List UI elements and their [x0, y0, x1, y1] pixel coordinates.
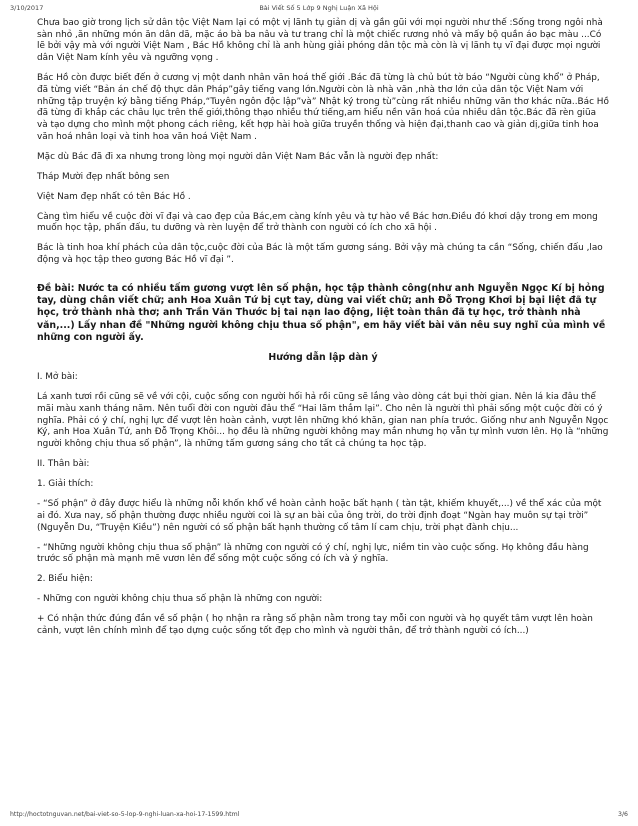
- paragraph: Càng tìm hiểu về cuộc đời vĩ đại và cao đẹp của Bác,em càng kính yêu và tự hào về Bác hơn.Điều đó khơi dậy trong em mong muốn học tập, phấn đấu, tu dưỡng và rèn luyện để trở thành con người có ích cho xã hội .: [37, 211, 598, 234]
- poem-line: Việt Nam đẹp nhất có tên Bác Hồ .: [37, 191, 191, 202]
- outline-paragraph: - “Số phận” ở đây được hiểu là những nỗi khốn khổ về hoàn cảnh hoặc bất hạnh ( tàn tật, khiếm khuyết,...) về thể xác của một ai đó. Xưa nay, số phận thường được nhiều người coi là sự an bài của ông trời, do trời định đoạt “Ngàn hay muôn sự tại trời” (Nguyễn Du, “Truyện Kiều”) nên người có số phận bất hạnh thường cố tâm lí cam chịu, trời phạt đành chịu...: [37, 499, 602, 533]
- document-title: Bài Viết Số 5 Lớp 9 Nghị Luận Xã Hội: [259, 4, 379, 12]
- essay-topic: Đề bài: Nước ta có nhiều tấm gương vượt lên số phận, học tập thành công(như anh Nguyễn Ngọc Kí bị hỏng tay, dùng chân viết chữ; anh Hoa Xuân Tứ bị cụt tay, dùng vai viết chữ; anh Đỗ Trọng Khơi bị bại liệt đã tự học, trở thành nhà thơ; anh Trần Văn Thước bị tai nạn lao động, liệt toàn thân đã tự học, trở thành nhà văn,...) Lấy nhan đề "Những người không chịu thua số phận", em hãy viết bài văn nêu suy nghĩ của mình về những con người ấy.: [37, 283, 606, 343]
- paragraph: Mặc dù Bác đã đi xa nhưng trong lòng mọi người dân Việt Nam Bác vẫn là người đẹp nhất:: [37, 151, 439, 162]
- outline-paragraph: Lá xanh tươi rồi cũng sẽ về với cội, cuộc sống con người hối hả rồi cũng sẽ lắng vào dòng cát bụi thời gian. Nên lá kia đâu thể mãi màu xanh tháng năm. Nên tuổi đời con người đâu thể “Hai lăm thắm lại”. Cho nên là người thì phải sống một cuộc đời có ý nghĩa. Phải có ý chí, nghị lực để vượt lên hoàn cảnh, vượt lên những khó khăn, gian nan phía trước. Giống như anh Nguyễn Ngọc Ký, anh Hoa Xuân Tứ, anh Đỗ Trọng Khôi... họ đều là những người không may mắn nhưng họ vẫn tự mình vươn lên. Họ là “những người không chịu thua số phận”, là những tấm gương sáng cho tất cả chúng ta học tập.: [37, 392, 609, 450]
- paragraph: Bác là tinh hoa khí phách của dân tộc,cuộc đời của Bác là một tấm gương sáng. Bởi vậy mà chúng ta cần “Sống, chiến đấu ,lao động và học tập theo gương Bác Hồ vĩ đại ”.: [37, 243, 603, 266]
- print-date: 3/10/2017: [10, 4, 44, 12]
- poem-line: Tháp Mười đẹp nhất bông sen: [37, 171, 170, 182]
- page-number: 3/6: [618, 811, 628, 818]
- outline-heading: II. Thân bài:: [37, 459, 90, 470]
- outline-paragraph: - “Những người không chịu thua số phận” là những con người có ý chí, nghị lực, niềm tin vào cuộc sống. Họ không đầu hàng trước số phận mà mạnh mẽ vươn lên để sống một cuộc sống có ích và ý nghĩa.: [37, 542, 589, 565]
- article-body: [37, 18, 609, 646]
- source-url[interactable]: http://hoctotnguvan.net/bai-viet-so-5-lop-9-nghi-luan-xa-hoi-17-1599.html: [10, 811, 240, 818]
- outline-heading: I. Mở bài:: [37, 372, 78, 383]
- paragraph: Chưa bao giờ trong lịch sử dân tộc Việt Nam lại có một vị lãnh tụ giản dị và gần gũi với mọi người như thế :Sống trong ngôi nhà sàn nhỏ ,ăn những món ăn dân dã, mặc áo bà ba nâu và tư trang chỉ là một chiếc rương nhỏ và mấy bộ quần áo bạc màu ...Có lẽ bởi vậy mà với người Việt Nam , Bác Hồ không chỉ là anh hùng giải phóng dân tộc mà còn là vị lãnh tụ vĩ đại được mọi người dân Việt Nam kính yêu và ngưỡng vọng .: [37, 18, 603, 64]
- paragraph: Bác Hồ còn được biết đến ở cương vị một danh nhân văn hoá thế giới .Bác đã từng là chủ bút tờ báo “Người cùng khổ” ở Pháp, đã từng viết “Bản án chế độ thực dân Pháp”gây tiếng vang lớn.Người còn là nhà văn ,nhà thơ lớn của dân tộc Việt Nam với những tập truyện ký bằng tiếng Pháp,“Tuyên ngôn độc lập”và” Nhật ký trong tù”cùng rất nhiều những văn thơ khác nữa..Bác Hồ đã từng đi khắp các châu lục trên thế giới,thông thạo nhiều thứ tiếng,am hiểu nền văn hoá của nhiều dân tộc.Bác đã rèn giũa và tạo dựng cho mình một phong cách riêng, kết hợp hài hoà giữa truyền thống và hiện đại,thanh cao và giản dị,giữa tinh hoa văn hoá nhân loại và tinh hoa văn hoá Việt Nam .: [37, 73, 609, 142]
- outline-paragraph: - Những con người không chịu thua số phận là những con người:: [37, 594, 323, 605]
- outline-paragraph: + Có nhận thức đúng đắn về số phận ( họ nhận ra rằng số phận nằm trong tay mỗi con người và họ quyết tâm vượt lên hoàn cảnh, vượt lên chính mình để tạo dựng cuộc sống tốt đẹp cho mình và người thân, để trở thành người có ích...): [37, 614, 593, 636]
- page-footer: [10, 811, 628, 821]
- outline-subheading: 1. Giải thích:: [37, 479, 94, 490]
- outline-subheading: 2. Biểu hiện:: [37, 574, 93, 585]
- page-header: [10, 4, 628, 16]
- guide-title: Hướng dẫn lập dàn ý: [268, 352, 378, 364]
